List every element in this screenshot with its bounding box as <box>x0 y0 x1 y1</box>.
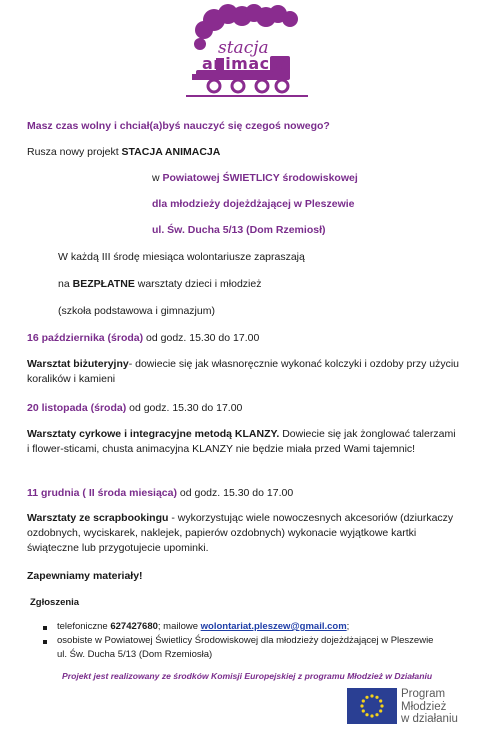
event-3-date-line <box>27 486 293 500</box>
event-3-desc: - wykorzystując wiele nowoczesnych akcesoriów (dziurkaczy ozdobnych, wyciskarek, naklejek, papierów ozdobnych) wykonacie wyjątkowe kartki świąteczne lub przygotujecie upominki. <box>27 512 454 554</box>
event-1-description <box>27 357 462 387</box>
materials-note: Zapewniamy materiały! <box>27 570 143 582</box>
stacja-animacja-logo <box>186 4 308 102</box>
signup-heading: Zgłoszenia <box>30 597 80 608</box>
invite-line: W każdą III środę miesiąca wolontariusze zapraszają <box>58 251 305 263</box>
funding-note: Projekt jest realizowany ze środków Komisji Europejskiej z programu Młodzież w Działaniu <box>62 671 433 681</box>
intro-question: Masz czas wolny i chciał(a)byś nauczyć się czegoś nowego? <box>27 120 330 132</box>
signup-address-line: ul. Św. Ducha 5/13 (Dom Rzemiosła) <box>57 649 213 660</box>
bullet-icon <box>43 640 47 644</box>
email-link[interactable]: wolontariat.pleszew@gmail.com <box>200 621 347 632</box>
free-suffix: warsztaty dzieci i młodzież <box>134 278 262 290</box>
location-name: Powiatowej ŚWIETLICY środowiskowej <box>162 172 358 184</box>
project-launch-line <box>27 145 220 159</box>
eu-stars-icon <box>347 688 397 724</box>
event-3-time: od godz. 15.30 do 17.00 <box>176 487 294 499</box>
mail-suffix: ; <box>346 621 350 632</box>
phone-number: 627427680 <box>110 621 158 632</box>
event-2-time: od godz. 15.30 do 17.00 <box>126 402 243 414</box>
event-1-date-line <box>27 331 259 345</box>
event-3-title: Warsztaty ze scrapbookingu <box>27 512 169 524</box>
event-2-desc: Dowiecie się jak żonglować talerzami i flower-sticami, chusta animacyjna KLANZY nie będzie miała przed Wami tajemnic! <box>27 428 456 455</box>
logo-text-stacja: stacja <box>218 38 269 58</box>
launch-prefix: Rusza nowy projekt <box>27 146 122 158</box>
location-address: ul. Św. Ducha 5/13 (Dom Rzemiosł) <box>152 224 326 236</box>
program-line-3: w działaniu <box>401 713 458 725</box>
event-2-date: 20 listopada (środa) <box>27 402 127 414</box>
event-1-date: 16 października (środa) <box>27 332 144 344</box>
event-1-title: Warsztat biżuteryjny <box>27 358 129 370</box>
event-2-title: Warsztaty cyrkowe i integracyjne metodą KLANZY. <box>27 428 280 440</box>
bullet-icon <box>43 626 47 630</box>
event-3-description <box>27 511 457 556</box>
signup-phone-mail-line <box>57 620 349 634</box>
youth-in-action-logo <box>347 688 469 728</box>
schools-line: (szkoła podstawowa i gimnazjum) <box>58 305 215 317</box>
event-2-date-line <box>27 401 242 415</box>
event-3-date: 11 grudnia ( II środa miesiąca) <box>27 487 177 499</box>
event-1-desc: - dowiecie się jak własnoręcznie wykonać kolczyki i ozdoby przy użyciu koralików i kamieni <box>27 358 460 385</box>
program-name <box>401 688 458 726</box>
mail-prefix: ; mailowe <box>157 621 201 632</box>
event-1-time: od godz. 15.30 do 17.00 <box>143 332 260 344</box>
free-word: BEZPŁATNE <box>72 278 135 290</box>
location-prefix: w <box>152 172 163 184</box>
signup-in-person-line: osobiste w Powiatowej Świetlicy Środowiskowej dla młodzieży dojeżdżającej w Pleszewie <box>57 635 434 646</box>
event-2-description <box>27 427 457 457</box>
eu-flag-icon <box>347 688 397 724</box>
phone-prefix: telefoniczne <box>57 621 111 632</box>
program-line-1: Program <box>401 688 446 700</box>
program-line-2: Młodzież <box>401 700 447 713</box>
free-prefix: na <box>58 278 73 290</box>
location-line-2: dla młodzieży dojeżdżającej w Pleszewie <box>152 198 355 210</box>
location-line-1 <box>152 171 358 185</box>
free-workshops-line <box>58 277 261 291</box>
project-name: STACJA ANIMACJA <box>121 146 221 158</box>
logo-text-animacja: animacja <box>202 54 287 73</box>
